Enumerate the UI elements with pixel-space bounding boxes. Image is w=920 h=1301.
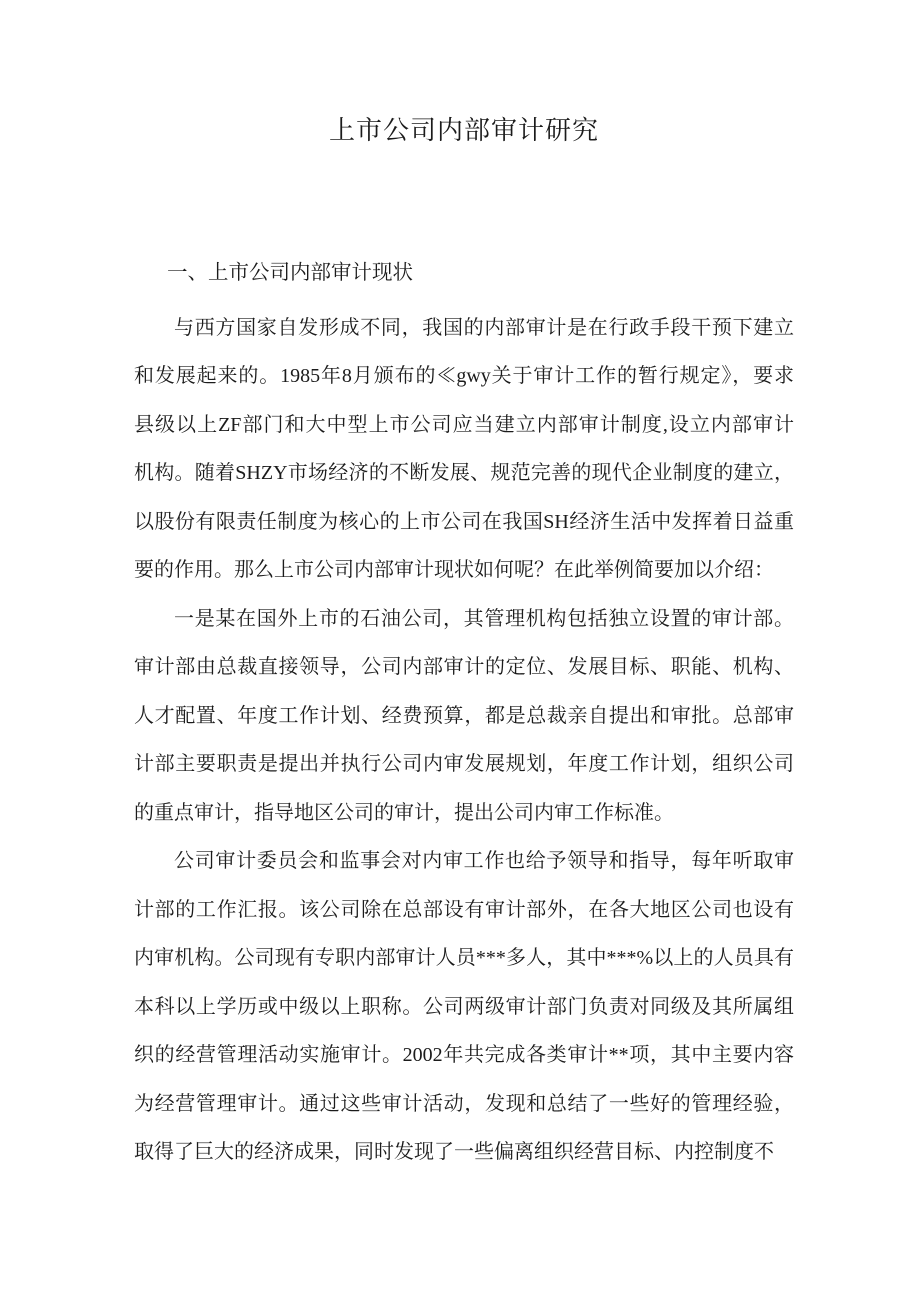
document-body bbox=[134, 304, 794, 1177]
text-line: 计部主要职责是提出并执行公司内审发展规划，年度工作计划，组织公司 bbox=[134, 753, 794, 775]
paragraph bbox=[134, 304, 794, 595]
text-line: 的重点审计，指导地区公司的审计，提出公司内审工作标准。 bbox=[134, 801, 674, 824]
text-line: 与西方国家自发形成不同，我国的内部审计是在行政手段干预下建立 bbox=[174, 316, 794, 339]
text-line: 机构。随着SHZY市场经济的不断发展、规范完善的现代企业制度的建立， bbox=[134, 462, 794, 484]
text-line: 以股份有限责任制度为核心的上市公司在我国SH经济生活中发挥着日益重 bbox=[134, 510, 794, 533]
text-line: 计部的工作汇报。该公司除在总部设有审计部外，在各大地区公司也设有 bbox=[134, 898, 794, 921]
text-line: 县级以上ZF部门和大中型上市公司应当建立内部审计制度,设立内部审计 bbox=[134, 413, 794, 436]
text-line: 要的作用。那么上市公司内部审计现状如何呢？在此举例简要加以介绍： bbox=[134, 559, 774, 581]
text-line: 织的经营管理活动实施审计。2002年共完成各类审计**项，其中主要内容 bbox=[134, 1044, 794, 1066]
paragraph bbox=[134, 837, 794, 1177]
text-line: 本科以上学历或中级以上职称。公司两级审计部门负责对同级及其所属组 bbox=[134, 995, 794, 1018]
text-line: 公司审计委员会和监事会对内审工作也给予领导和指导，每年听取审 bbox=[174, 850, 794, 872]
text-line: 和发展起来的。1985年8月颁布的≪gwy关于审计工作的暂行规定》，要求 bbox=[134, 365, 794, 387]
text-line: 审计部由总裁直接领导，公司内部审计的定位、发展目标、职能、机构、 bbox=[134, 656, 794, 678]
document-title: 上市公司内部审计研究 bbox=[328, 116, 599, 145]
text-line: 内审机构。公司现有专职内部审计人员***多人，其中***%以上的人员具有 bbox=[134, 947, 794, 969]
text-line: 为经营管理审计。通过这些审计活动，发现和总结了一些好的管理经验， bbox=[134, 1092, 794, 1115]
text-line: 人才配置、年度工作计划、经费预算，都是总裁亲自提出和审批。总部审 bbox=[134, 704, 794, 727]
section-heading: 一、上市公司内部审计现状 bbox=[167, 262, 413, 284]
text-line: 一是某在国外上市的石油公司，其管理机构包括独立设置的审计部。 bbox=[174, 607, 794, 630]
paragraph bbox=[134, 595, 794, 838]
text-line: 取得了巨大的经济成果，同时发现了一些偏离组织经营目标、内控制度不 bbox=[134, 1141, 774, 1163]
